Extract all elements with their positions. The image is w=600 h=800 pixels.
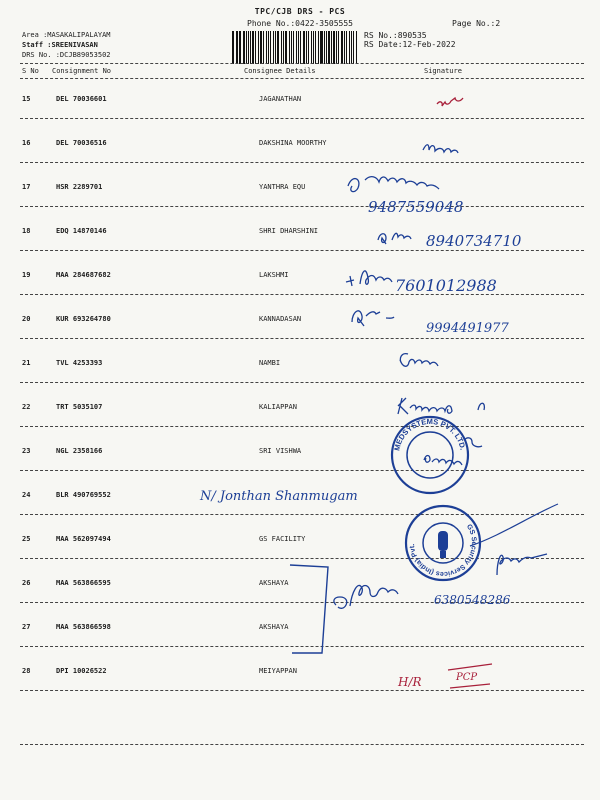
row-sno: 15 — [22, 95, 31, 103]
phone-handwritten-19: 7601012988 — [395, 276, 497, 295]
row-consignment: MAA 563866595 — [56, 579, 111, 587]
row-sno: 22 — [22, 403, 31, 411]
signature-25 — [497, 554, 547, 575]
row-consignee: JAGANATHAN — [259, 95, 302, 103]
name-handwritten-24: N/ Jonthan Shanmugam — [200, 489, 358, 504]
stamp2-text: GS Security Services (India) Pvt. — [408, 523, 478, 578]
signature-25-line — [470, 504, 558, 546]
signature-20 — [352, 311, 394, 326]
signature-16 — [423, 145, 458, 153]
signature-15 — [437, 98, 463, 106]
staff-label: Staff :SREENIVASAN — [22, 41, 98, 49]
row-sno: 17 — [22, 183, 31, 191]
row-consignee: SHRI DHARSHINI — [259, 227, 319, 235]
row-sno: 16 — [22, 139, 31, 147]
row-sno: 23 — [22, 447, 31, 455]
rs-date: RS Date:12-Feb-2022 — [364, 40, 456, 49]
stamp1-text: MEDSYSTEMS PVT. LTD. — [392, 416, 468, 452]
gs-security-stamp — [406, 506, 480, 580]
signature-19 — [346, 271, 392, 286]
row-sno: 27 — [22, 623, 31, 631]
row-consignee: MEIYAPPAN — [259, 667, 297, 675]
drs-number: DRS No. :DCJB89053502 — [22, 51, 111, 59]
page-number: Page No.:2 — [452, 19, 501, 28]
row-consignee: AKSHAYA — [259, 579, 289, 587]
row-consignment: MAA 563866598 — [56, 623, 111, 631]
row-consignee: GS FACILITY — [259, 535, 306, 543]
phone-handwritten-20: 9994491977 — [426, 321, 509, 336]
row-consignment: BLR 490769552 — [56, 491, 111, 499]
row-sno: 20 — [22, 315, 31, 323]
row-consignment: KUR 693264780 — [56, 315, 111, 323]
phone-number: Phone No.:0422-3505555 — [247, 19, 353, 28]
row-consignee: YANTHRA EQU — [259, 183, 306, 191]
row-consignee: AKSHAYA — [259, 623, 289, 631]
signature-18 — [378, 233, 411, 244]
column-consignee: Consignee Details — [244, 67, 316, 75]
row-consignee: LAKSHMI — [259, 271, 289, 279]
row-sno: 24 — [22, 491, 31, 499]
row-consignment: DEL 70036601 — [56, 95, 107, 103]
row-sno: 18 — [22, 227, 31, 235]
rs-number: RS No.:890535 — [364, 31, 427, 40]
row-sno: 28 — [22, 667, 31, 675]
row-consignment: DEL 70036516 — [56, 139, 107, 147]
footer-divider — [20, 744, 584, 745]
row-consignment: TVL 4253393 — [56, 359, 103, 367]
note-pcp: PCP — [456, 672, 478, 683]
row-sno: 25 — [22, 535, 31, 543]
note-hr: H/R — [398, 675, 422, 689]
row-consignment: TRT 5035107 — [56, 403, 103, 411]
phone-handwritten-17: 9487559048 — [368, 198, 464, 216]
signature-26 — [334, 585, 398, 608]
row-consignee: DAKSHINA MOORTHY — [259, 139, 327, 147]
phone-handwritten-18: 8940734710 — [426, 232, 522, 250]
row-sno: 19 — [22, 271, 31, 279]
row-consignee: NAMBI — [259, 359, 281, 367]
row-consignment: MAA 284687682 — [56, 271, 111, 279]
bracket-26-27 — [290, 565, 328, 653]
row-consignee: SRI VISHWA — [259, 447, 302, 455]
signature-21 — [400, 354, 438, 367]
column-signature: Signature — [424, 67, 462, 75]
row-consignment: MAA 562097494 — [56, 535, 111, 543]
row-consignee: KALIAPPAN — [259, 403, 297, 411]
signature-17 — [348, 177, 439, 192]
sheet-title: TPC/CJB DRS - PCS — [254, 7, 346, 16]
row-sno: 26 — [22, 579, 31, 587]
phone-handwritten-26: 6380548286 — [434, 593, 511, 607]
row-consignment: DPI 10026522 — [56, 667, 107, 675]
column-consignment: Consignment No — [52, 67, 112, 75]
row-consignment: EDQ 14870146 — [56, 227, 107, 235]
column-sno: S No — [22, 67, 39, 75]
row-consignment: NGL 2358166 — [56, 447, 103, 455]
medsystems-stamp — [392, 417, 468, 493]
signature-22 — [398, 398, 484, 414]
row-sno: 21 — [22, 359, 31, 367]
area-label: Area :MASAKALIPALAYAM — [22, 31, 111, 39]
row-consignee: KANNADASAN — [259, 315, 302, 323]
row-consignment: HSR 2289701 — [56, 183, 103, 191]
